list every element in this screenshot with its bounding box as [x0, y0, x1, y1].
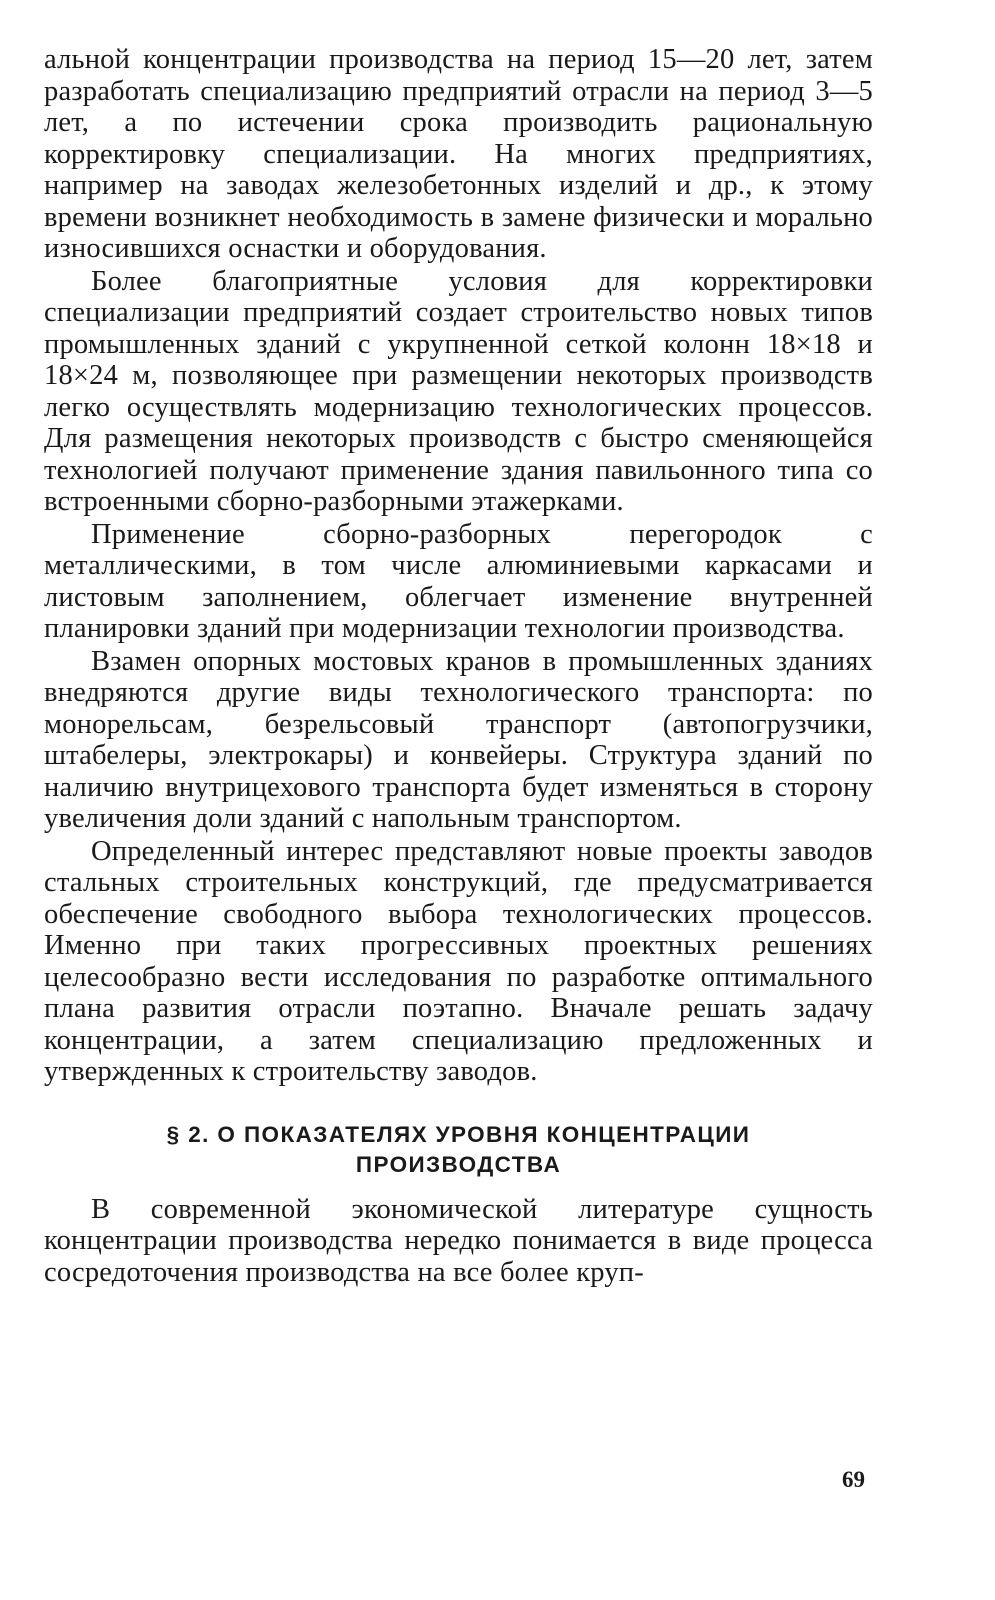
section-heading-line-2: ПРОИЗВОДСТВА	[355, 1151, 562, 1177]
section-heading	[44, 1120, 873, 1180]
paragraph-4: Взамен опорных мостовых кранов в промышленных зданиях внедряются другие виды технологического транспорта: по монорельсам, безрельсовый транспорт (автопогрузчики, штабелеры, электрокары) и конвейеры. Структура зданий по наличию внутрицехового транспорта будет изменяться в сторону увеличения доли зданий с напольным транспортом.	[44, 645, 873, 834]
section-heading-line-1: § 2. О ПОКАЗАТЕЛЯХ УРОВНЯ КОНЦЕНТРАЦИИ	[166, 1121, 751, 1147]
paragraph-2: Более благоприятные условия для корректировки специализации предприятий создает строительство новых типов промышленных зданий с укрупненной сеткой колонн 18×18 и 18×24 м, позволяющее при размещении некоторых производств легко осуществлять модернизацию технологических процессов. Для размещения некоторых производств с быстро сменяющейся технологией получают применение здания павильонного типа со встроенными сборно-разборными этажерками.	[44, 265, 873, 517]
section-paragraph-1: В современной экономической литературе сущность концентрации производства нередко понимается в виде процесса сосредоточения производства на все более круп-	[44, 1193, 873, 1288]
page-number: 69	[842, 1467, 865, 1492]
page-body	[44, 44, 873, 1288]
paragraph-1: альной концентрации производства на период 15—20 лет, затем разработать специализацию предприятий отрасли на период 3—5 лет, а по истечении срока производить рациональную корректировку специализации. На многих предприятиях, например на заводах железобетонных изделий и др., к этому времени возникнет необходимость в замене физически и морально износившихся оснастки и оборудования.	[44, 44, 873, 264]
paragraph-3: Применение сборно-разборных перегородок с металлическими, в том числе алюминиевыми каркасами и листовым заполнением, облегчает изменение внутренней планировки зданий при модернизации технологии производства.	[44, 518, 873, 644]
paragraph-5: Определенный интерес представляют новые проекты заводов стальных строительных конструкций, где предусматривается обеспечение свободного выбора технологических процессов. Именно при таких прогрессивных проектных решениях целесообразно вести исследования по разработке оптимального плана развития отрасли поэтапно. Вначале решать задачу концентрации, а затем специализацию предложенных и утвержденных к строительству заводов.	[44, 835, 873, 1087]
